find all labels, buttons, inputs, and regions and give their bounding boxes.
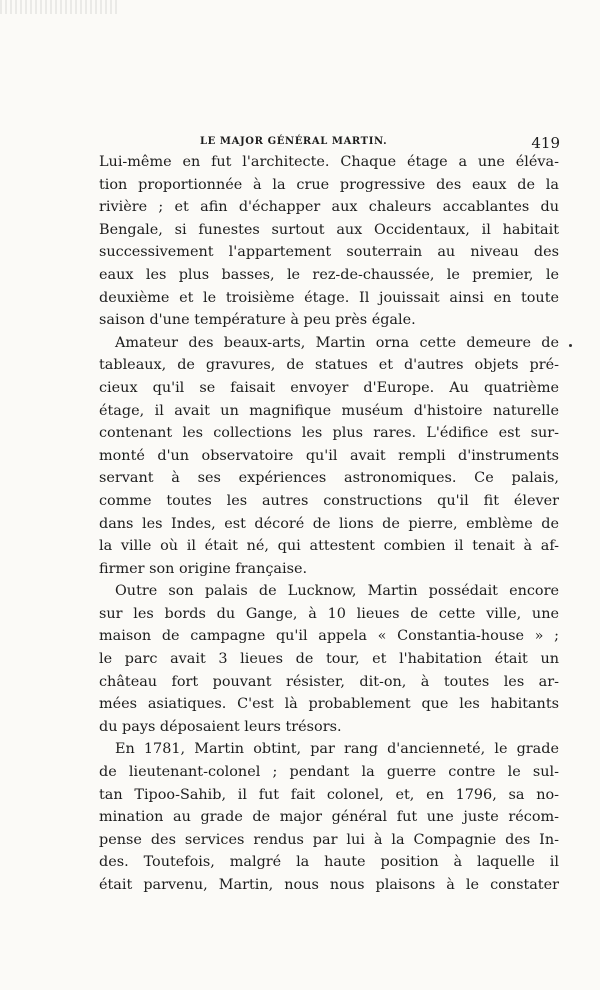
- text-line: Amateur des beaux-arts, Martin orna cette demeure de: [115, 334, 559, 351]
- text-line: étage, il avait un magnifique muséum d'histoire naturelle: [99, 402, 559, 419]
- text-line: des. Toutefois, malgré la haute position à laquelle il: [99, 854, 559, 871]
- stray-ink-mark: [569, 344, 572, 347]
- text-line: dans les Indes, est décoré de lions de pierre, emblème de: [99, 515, 559, 532]
- paragraph: [99, 151, 559, 332]
- body-text: [99, 151, 559, 897]
- text-line: château fort pouvant résister, dit-on, à toutes les ar-: [99, 673, 559, 690]
- text-line: tion proportionnée à la crue progressive des eaux de la: [99, 176, 559, 193]
- text-line: sur les bords du Gange, à 10 lieues de cette ville, une: [99, 605, 559, 622]
- scan-speckle: [0, 0, 120, 14]
- text-line: Lui-même en fut l'architecte. Chaque étage a une éléva-: [99, 154, 559, 170]
- page-header: [200, 134, 560, 152]
- paragraph: [99, 580, 559, 738]
- text-line: comme toutes les autres constructions qu'il fit élever: [99, 492, 559, 509]
- text-line: servant à ses expériences astronomiques. Ce palais,: [99, 470, 559, 487]
- text-line: En 1781, Martin obtint, par rang d'ancienneté, le grade: [115, 741, 559, 758]
- text-line: contenant les collections les plus rares. L'édifice est sur-: [99, 425, 559, 442]
- paragraph: [99, 332, 559, 581]
- page-number: 419: [531, 134, 560, 152]
- text-line: rivière ; et afin d'échapper aux chaleurs accablantes du: [99, 199, 559, 216]
- text-line: du pays déposaient leurs trésors.: [99, 718, 342, 735]
- text-line: de lieutenant-colonel ; pendant la guerre contre le sul-: [99, 764, 559, 781]
- text-line: tan Tipoo-Sahib, il fut fait colonel, et, en 1796, sa no-: [99, 786, 559, 803]
- text-line: la ville où il était né, qui attestent combien il tenait à af-: [99, 538, 559, 555]
- text-line: monté d'un observatoire qu'il avait rempli d'instruments: [99, 447, 559, 464]
- text-line: saison d'une température à peu près égale.: [99, 312, 416, 329]
- text-line: deuxième et le troisième étage. Il jouissait ainsi en toute: [99, 289, 559, 306]
- text-line: successivement l'appartement souterrain au niveau des: [99, 244, 559, 261]
- text-line: eaux les plus basses, le rez-de-chaussée, le premier, le: [99, 266, 559, 283]
- text-line: Outre son palais de Lucknow, Martin possédait encore: [115, 583, 559, 600]
- text-line: mées asiatiques. C'est là probablement que les habitants: [99, 696, 559, 713]
- text-line: maison de campagne qu'il appela « Constantia-house » ;: [99, 628, 559, 645]
- text-line: cieux qu'il se faisait envoyer d'Europe. Au quatrième: [99, 379, 559, 396]
- running-title: LE MAJOR GÉNÉRAL MARTIN.: [200, 136, 388, 147]
- text-line: était parvenu, Martin, nous nous plaisons à le constater: [99, 877, 559, 893]
- text-line: firmer son origine française.: [99, 560, 308, 577]
- text-line: le parc avait 3 lieues de tour, et l'habitation était un: [99, 651, 559, 668]
- text-line: pense des services rendus par lui à la Compagnie des In-: [99, 831, 559, 848]
- paragraph: [99, 738, 559, 896]
- text-line: tableaux, de gravures, de statues et d'autres objets pré-: [99, 357, 559, 374]
- text-line: mination au grade de major général fut une juste récom-: [99, 809, 559, 826]
- text-line: Bengale, si funestes surtout aux Occidentaux, il habitait: [99, 221, 559, 238]
